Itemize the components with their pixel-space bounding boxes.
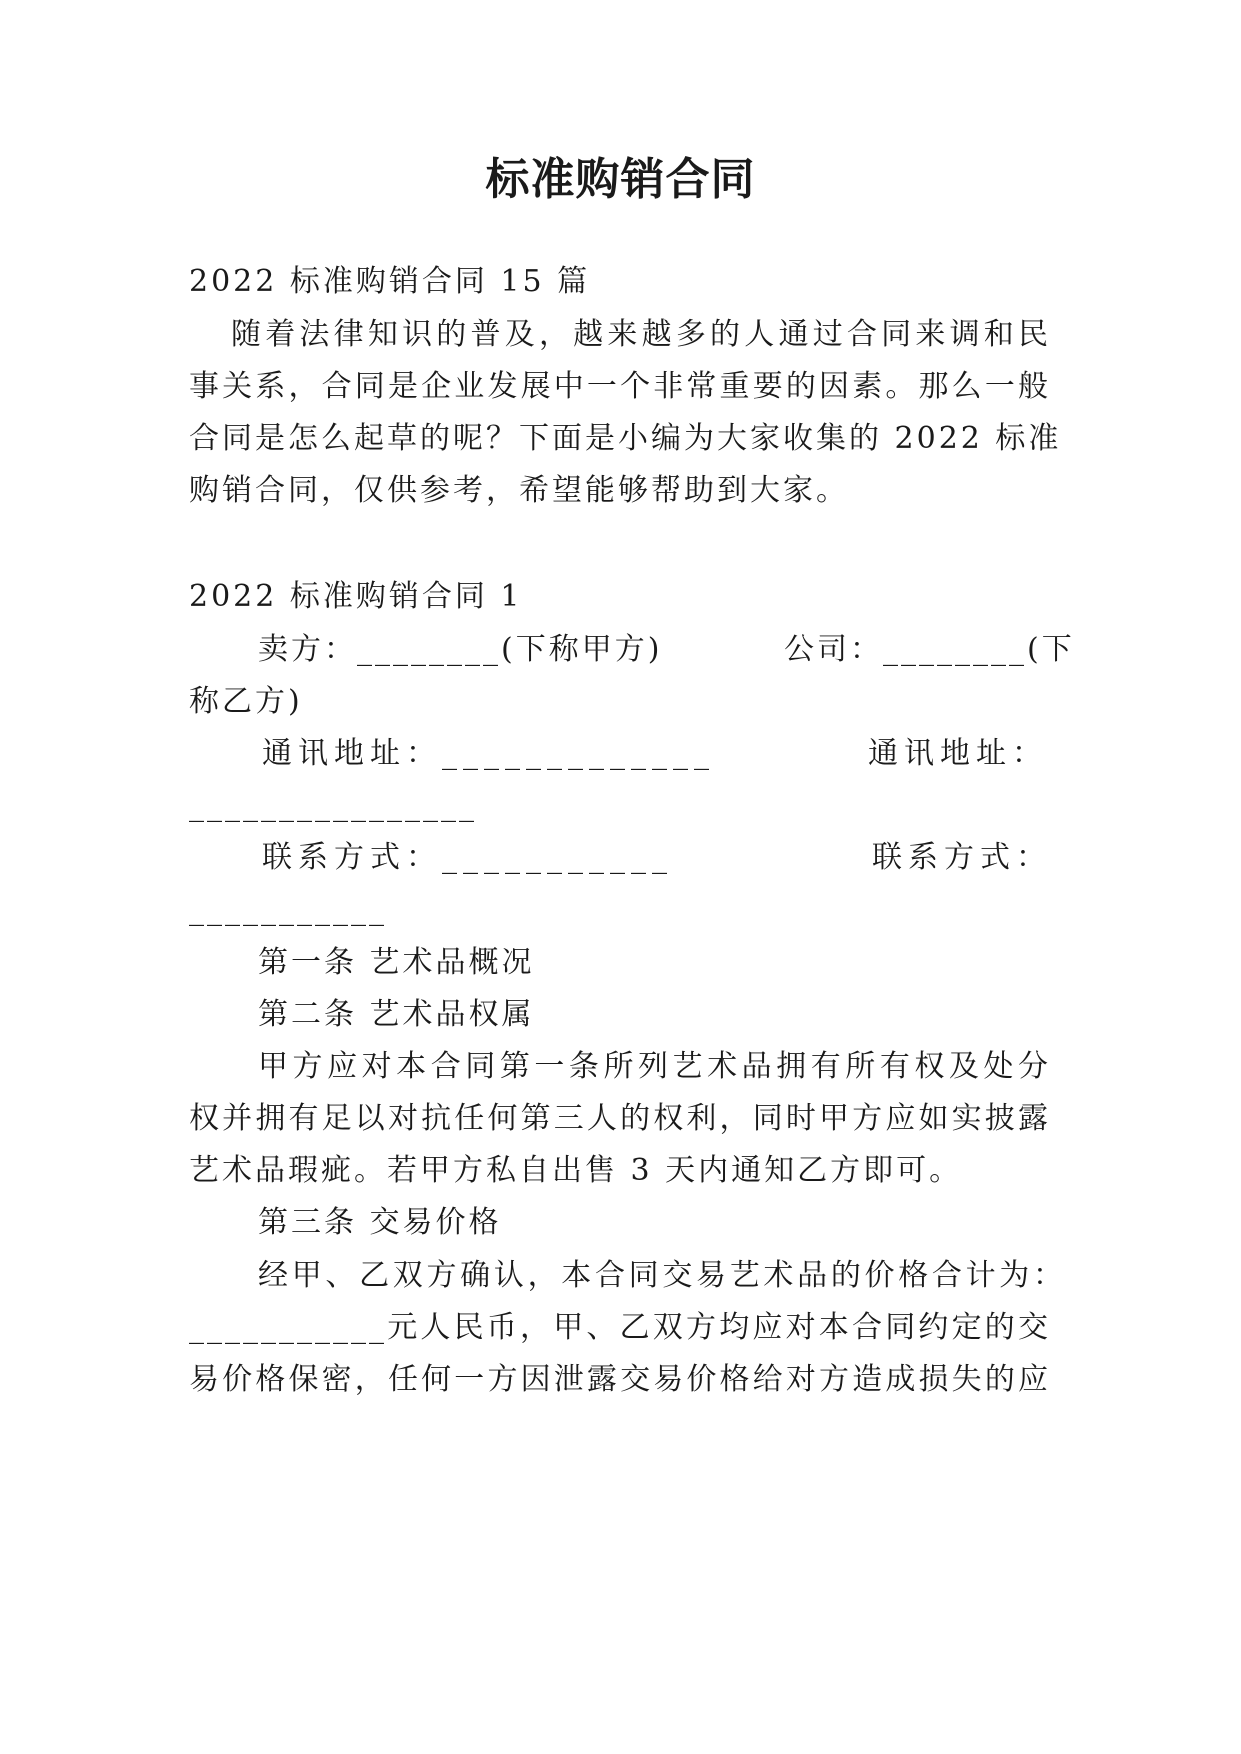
article-3-line-1: 经甲、乙双方确认，本合同交易艺术品的价格合计为： bbox=[258, 1258, 1066, 1293]
article-1-heading: 第一条 艺术品概况 bbox=[258, 945, 535, 980]
document-title: 标准购销合同 bbox=[485, 154, 756, 205]
seller-field: 卖方：________(下称甲方) bbox=[258, 632, 663, 667]
seller-contact-field: 联系方式：___________ bbox=[262, 840, 673, 875]
article-2-line-2: 权并拥有足以对抗任何第三人的权利，同时甲方应如实披露 bbox=[189, 1101, 1051, 1136]
article-2-line-1: 甲方应对本合同第一条所列艺术品拥有所有权及处分 bbox=[258, 1049, 1051, 1084]
collection-subtitle: 2022 标准购销合同 15 篇 bbox=[189, 264, 591, 299]
intro-line-4: 购销合同，仅供参考，希望能够帮助到大家。 bbox=[189, 473, 849, 508]
buyer-address-blank: ________________ bbox=[189, 788, 477, 823]
party-b-tail: 称乙方) bbox=[189, 684, 303, 719]
section-heading: 2022 标准购销合同 1 bbox=[189, 579, 523, 614]
buyer-address-label: 通讯地址： bbox=[868, 736, 1048, 771]
article-3-line-3: 易价格保密，任何一方因泄露交易价格给对方造成损失的应 bbox=[189, 1362, 1051, 1397]
article-2-heading: 第二条 艺术品权属 bbox=[258, 997, 535, 1032]
article-3-line-2: ___________元人民币，甲、乙双方均应对本合同约定的交 bbox=[189, 1310, 1051, 1345]
article-3-heading: 第三条 交易价格 bbox=[258, 1205, 502, 1240]
buyer-contact-label: 联系方式： bbox=[872, 840, 1052, 875]
article-2-line-3: 艺术品瑕疵。若甲方私自出售 3 天内通知乙方即可。 bbox=[189, 1153, 963, 1188]
intro-line-1: 随着法律知识的普及，越来越多的人通过合同来调和民 bbox=[231, 317, 1051, 352]
seller-address-field: 通讯地址：_____________ bbox=[262, 736, 715, 771]
company-field: 公司：________(下 bbox=[784, 632, 1075, 667]
intro-line-2: 事关系，合同是企业发展中一个非常重要的因素。那么一般 bbox=[189, 369, 1051, 404]
intro-line-3: 合同是怎么起草的呢？下面是小编为大家收集的 2022 标准 bbox=[189, 421, 1062, 456]
buyer-contact-blank: ___________ bbox=[189, 892, 387, 927]
